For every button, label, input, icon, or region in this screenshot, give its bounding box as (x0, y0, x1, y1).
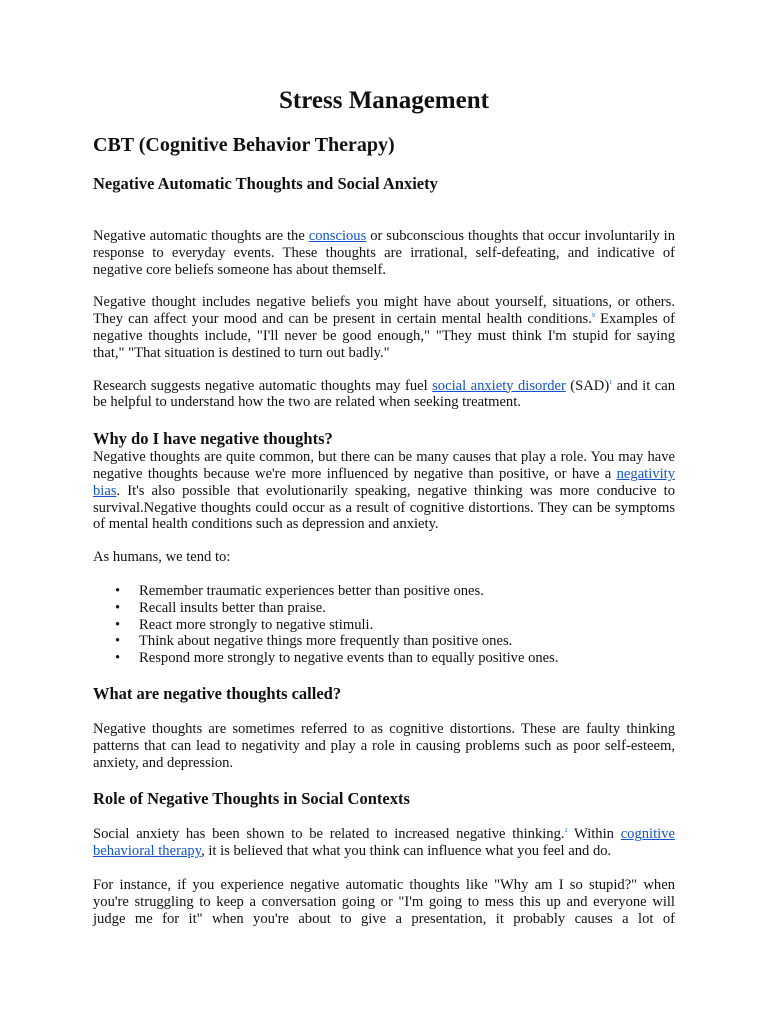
paragraph-social-anxiety: Social anxiety has been shown to be related to increased negative thinking.$^2$ Within cognitive behavioral therapy, it is believed that what you think can influence what you feel and do. (93, 826, 675, 860)
citation-1[interactable]: 1 (609, 379, 613, 386)
citation-2[interactable]: 2 (564, 828, 568, 835)
paragraph-cognitive-distortions: Negative thoughts are sometimes referred to as cognitive distortions. These are faulty thinking patterns that can lead to negativity and play a role in causing problems such as poor self-esteem, anxiety, and depression. (93, 720, 675, 771)
list-item: • Think about negative things more frequently than positive ones. (115, 633, 513, 650)
tendencies-list (93, 583, 675, 667)
citation-9[interactable]: 9 (591, 313, 595, 320)
page-title: Stress Management (279, 87, 489, 114)
subheading-social-contexts: Role of Negative Thoughts in Social Contexts (93, 789, 410, 809)
paragraph-as-humans: As humans, we tend to: (93, 549, 231, 566)
paragraph-causes: Negative thoughts are quite common, but there can be many causes that play a role. You may have negative thoughts because we're more influenced by negative than positive, or have a negativity bias. It's also possible that evolutionarily speaking, negative thinking was more conducive to survival.Negative thoughts could occur as a result of cognitive distortions. They can be symptoms of mental health conditions such as depression and anxiety. (93, 449, 675, 533)
bullet-glyph: • (115, 633, 121, 650)
section-heading-cbt: CBT (Cognitive Behavior Therapy) (93, 134, 395, 156)
link-cognitive-behavioral-therapy[interactable]: cognitive behavioral therapy (93, 826, 675, 860)
bullet-glyph: • (115, 599, 121, 616)
bullet-glyph: • (115, 616, 121, 633)
paragraph-negative-beliefs: Negative thought includes negative beliefs you might have about yourself, situations, or others. They can affect your mood and can be present in certain mental health conditions.$^9$ Examples of negative thoughts include, "I'll never be good enough," "They must think I'm stupid for saying that," "That situation is destined to turn out badly." (93, 294, 675, 361)
list-item: • React more strongly to negative stimuli. (115, 616, 374, 633)
link-conscious[interactable]: conscious (308, 228, 367, 244)
paragraph-for-instance: For instance, if you experience negative automatic thoughts like "Why am I so stupid?" when you're struggling to keep a conversation going or "I'm going to mess this up and everyone will judge me for it" when you're about to give a presentation, it probably causes a lot of (93, 876, 675, 927)
list-item: • Remember traumatic experiences better than positive ones. (115, 582, 484, 599)
subheading-what-called: What are negative thoughts called? (93, 683, 342, 703)
link-negativity-bias[interactable]: negativity bias (93, 465, 675, 499)
link-social-anxiety-disorder[interactable]: social anxiety disorder (432, 377, 566, 394)
list-item: • Respond more strongly to negative events than to equally positive ones. (115, 650, 559, 667)
paragraph-definition: Negative automatic thoughts are the conscious or subconscious thoughts that occur involuntarily in response to everyday events. These thoughts are irrational, self-defeating, and indicative of negative core beliefs someone has about themself. (93, 228, 675, 278)
bullet-glyph: • (115, 582, 121, 599)
bullet-glyph: • (115, 650, 121, 667)
subheading-negative-automatic-thoughts: Negative Automatic Thoughts and Social Anxiety (93, 174, 438, 193)
list-item: • Recall insults better than praise. (115, 599, 326, 616)
subheading-why-negative-thoughts: Why do I have negative thoughts? (93, 429, 333, 449)
paragraph-research: Research suggests negative automatic thoughts may fuel social anxiety disorder (SAD)$^1$ and it can be helpful to understand how the two are related when seeking treatment. (93, 377, 675, 411)
